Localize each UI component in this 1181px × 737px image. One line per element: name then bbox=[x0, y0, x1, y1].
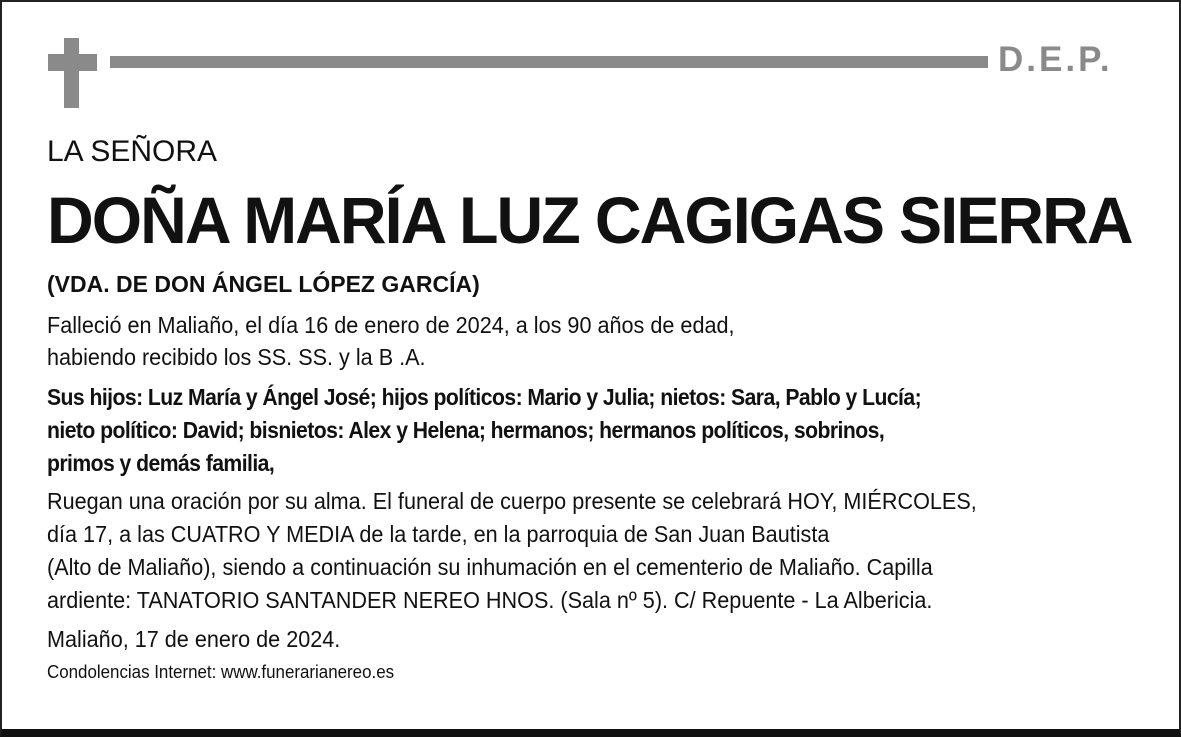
dep-label: D.E.P. bbox=[998, 40, 1113, 79]
family-line: nieto político: David; bisnietos: Alex y Helena; hermanos; hermanos políticos, sobrinos, bbox=[47, 417, 885, 443]
condolences-line: Condolencias Internet: www.funerarianereo.es bbox=[47, 662, 395, 682]
place-date: Maliaño, 17 de enero de 2024. bbox=[47, 626, 341, 652]
cross-icon-bar bbox=[48, 54, 97, 71]
service-line: (Alto de Maliaño), siendo a continuación su inhumación en el cementerio de Maliaño. Capilla bbox=[47, 554, 933, 580]
death-info-line: habiendo recibido los SS. SS. y la B .A. bbox=[47, 344, 426, 370]
family-line: primos y demás familia, bbox=[47, 450, 275, 476]
cross-icon bbox=[64, 38, 79, 108]
deceased-name: DOÑA MARÍA LUZ CAGIGAS SIERRA bbox=[47, 183, 1132, 257]
service-line: Ruegan una oración por su alma. El funeral de cuerpo presente se celebrará HOY, MIÉRCOLES, bbox=[47, 488, 977, 514]
widow-of-line: (VDA. DE DON ÁNGEL LÓPEZ GARCÍA) bbox=[47, 271, 480, 297]
family-line: Sus hijos: Luz María y Ángel José; hijos políticos: Mario y Julia; nietos: Sara, Pablo y Lucía; bbox=[47, 384, 922, 410]
service-line: día 17, a las CUATRO Y MEDIA de la tarde, en la parroquia de San Juan Bautista bbox=[47, 521, 830, 547]
header-rule bbox=[110, 56, 988, 68]
deceased-prefix: LA SEÑORA bbox=[47, 135, 218, 168]
death-info-line: Falleció en Maliaño, el día 16 de enero de 2024, a los 90 años de edad, bbox=[47, 312, 735, 338]
service-line: ardiente: TANATORIO SANTANDER NEREO HNOS. (Sala nº 5). C/ Repuente - La Albericia. bbox=[47, 587, 933, 613]
